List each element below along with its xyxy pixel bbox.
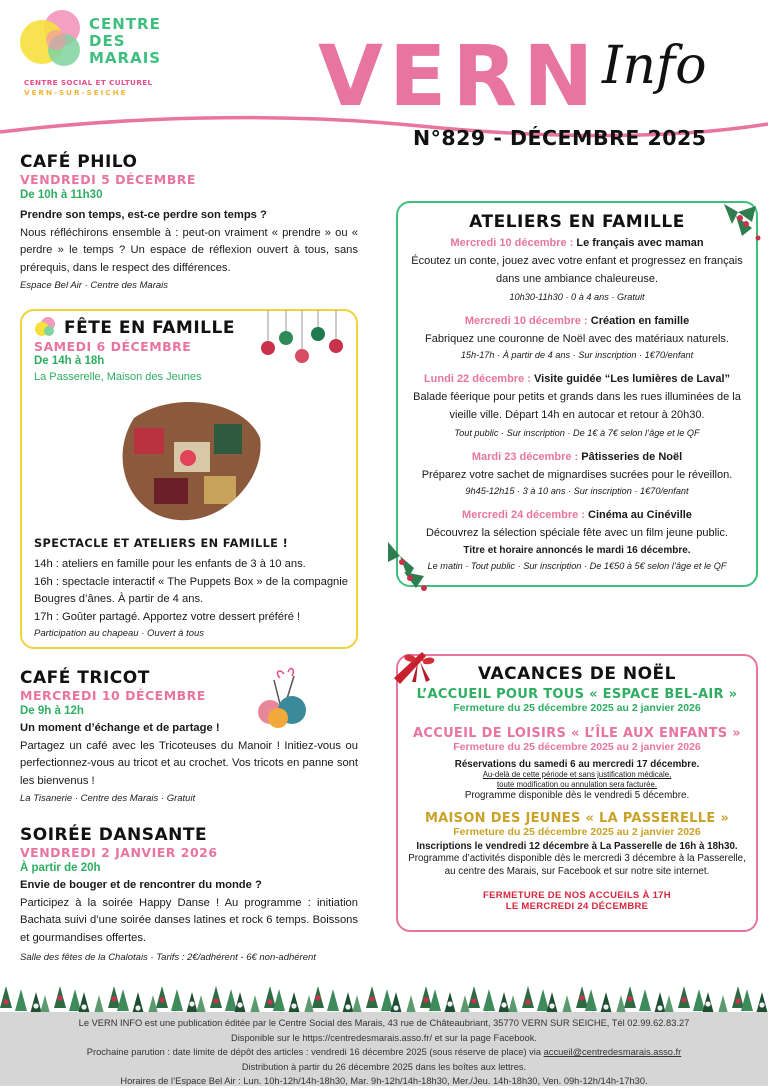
logo-line2: DES	[89, 32, 126, 50]
garland-berry	[579, 995, 584, 1000]
vacances-s2-resa: Réservations du samedi 6 au mercredi 17 décembre.	[454, 759, 700, 770]
garland-decoration	[0, 978, 768, 1014]
fete-line1: 14h : ateliers en famille pour les enfants de 3 à 10 ans.	[34, 558, 306, 570]
event-name: Visite guidée “Les lumières de Laval”	[534, 373, 731, 385]
fete-subtitle: SPECTACLE ET ATELIERS EN FAMILLE !	[34, 537, 289, 550]
garland-berry	[189, 1001, 194, 1006]
fete-time: De 14h à 18h	[34, 355, 105, 367]
garland-leaf	[522, 986, 534, 1008]
garland-leaf	[264, 986, 276, 1008]
fete-foot: Participation au chapeau · Ouvert à tous	[34, 628, 205, 639]
fete-line3: 17h : Goûter partagé. Apportez votre dessert préféré !	[34, 610, 301, 623]
garland-berry	[471, 998, 476, 1003]
section-lead: Prendre son temps, est-ce perdre son temps ?	[20, 209, 267, 221]
event-desc: Écoutez un conte, jouez avec votre enfant et progressez en français dans une ambiance chaleureuse.	[411, 255, 743, 285]
event-info: 15h-17h · À partir de 4 ans · Sur inscription · 1€70/enfant	[460, 350, 694, 360]
event-desc: Fabriquez une couronne de Noël avec des matériaux naturels.	[425, 333, 729, 345]
logo-line3: MARAIS	[89, 49, 162, 67]
event-item	[400, 313, 754, 363]
event-item	[400, 507, 754, 574]
ateliers-title: ATELIERS EN FAMILLE	[469, 212, 685, 232]
garland-leaf	[429, 989, 441, 1011]
garland-leaf	[537, 989, 549, 1011]
garland-berry	[57, 995, 62, 1000]
garland-berry	[549, 1003, 554, 1008]
garland-leaf	[678, 986, 690, 1008]
vacances-s2-note2: toute modification ou annulation sera facturée.	[497, 780, 657, 789]
event-desc: Découvrez la sélection spéciale fête avec un film jeune public.	[425, 527, 729, 539]
garland-leaf	[225, 989, 237, 1011]
event-item	[400, 371, 754, 441]
garland-berry	[705, 1001, 710, 1006]
event-name: Cinéma au Cinéville	[588, 509, 692, 521]
garland-berry	[345, 1004, 350, 1009]
vacances-title: VACANCES DE NOËL	[477, 664, 677, 684]
garland-berry	[759, 1002, 764, 1007]
garland-leaf	[78, 992, 90, 1014]
vacances-s3-insc: Inscriptions le vendredi 12 décembre à La Passerelle de 16h à 18h30.	[416, 841, 738, 852]
garland-berry	[315, 995, 320, 1000]
vacances-s3-title: MAISON DES JEUNES « LA PASSERELLE »	[424, 811, 730, 826]
section-lead: Un moment d’échange et de partage !	[20, 722, 220, 734]
garland-leaf	[171, 989, 183, 1011]
vacances-closing1: FERMETURE DE NOS ACCUEILS À 17H	[483, 890, 671, 901]
event-date: Mardi 23 décembre :	[471, 451, 579, 463]
garland-leaf	[693, 989, 705, 1011]
event-date: Mercredi 10 décembre :	[450, 237, 574, 249]
garland-berry	[657, 1005, 662, 1010]
vacances-s3-close: Fermeture du 25 décembre 2025 au 2 janvier 2026	[453, 826, 701, 838]
garland-berry	[81, 1004, 86, 1009]
garland-berry	[267, 999, 272, 1004]
garland-leaf	[390, 992, 402, 1014]
section-place: Salle des fêtes de la Chalotais · Tarifs : 2€/adhérent - 6€ non-adhérent	[20, 952, 316, 963]
footer-line3-text: Prochaine parution : date limite de dépôt des articles : vendredi 16 décembre 2025 (sous réserve de place) via	[86, 1047, 544, 1057]
logo	[18, 8, 208, 103]
yarn-balls-icon	[254, 664, 310, 728]
garland-berry	[681, 997, 686, 1002]
event-extra: Titre et horaire annoncés le mardi 16 décembre.	[463, 545, 691, 556]
event-date: Mercredi 10 décembre :	[464, 315, 588, 327]
event-info: 9h45-12h15 · 3 à 10 ans · Sur inscription · 1€70/enfant	[465, 486, 689, 496]
garland-leaf	[15, 989, 27, 1011]
vacances-s1-title: L’ACCUEIL POUR TOUS « ESPACE BEL-AIR »	[416, 687, 738, 702]
vacances-s2-title: ACCUEIL DE LOISIRS « L’ÎLE AUX ENFANTS »	[413, 726, 741, 741]
garland-leaf	[654, 992, 666, 1014]
section-time: À partir de 20h	[20, 862, 101, 874]
section-title: SOIRÉE DANSANTE	[20, 825, 208, 845]
garland-leaf	[468, 986, 480, 1008]
ateliers-list	[400, 235, 754, 574]
section-time: De 10h à 11h30	[20, 189, 103, 201]
vacances-s3-prog: Programme d’activités disponible dès le mercredi 3 décembre à la Passerelle, au centre des Marais, sur Facebook et sur notre site internet.	[408, 853, 746, 877]
footer-line3	[0, 1045, 768, 1060]
garland-leaf	[156, 986, 168, 1008]
issue-number: N°829 - DÉCEMBRE 2025	[413, 126, 707, 150]
garland-leaf	[132, 992, 144, 1014]
gifts-image	[114, 398, 264, 526]
garland-berry	[501, 1002, 506, 1007]
garland-berry	[735, 998, 740, 1003]
event-date: Mercredi 24 décembre :	[462, 509, 585, 521]
event-date: Lundi 22 décembre :	[423, 373, 531, 385]
garland-leaf	[600, 992, 612, 1014]
vacances-closing2: LE MERCREDI 24 DÉCEMBRE	[505, 901, 649, 912]
vacances-s2-note1: Au-delà de cette période et sans justification médicale,	[482, 770, 672, 779]
garland-berry	[393, 1005, 398, 1010]
garland-leaf	[420, 986, 432, 1008]
masthead-title: VERN	[318, 27, 600, 125]
logo-line1: CENTRE	[89, 15, 161, 33]
garland-leaf	[288, 992, 300, 1014]
garland-berry	[111, 996, 116, 1001]
vacances-body	[400, 687, 754, 912]
fete-title: FÊTE EN FAMILLE	[64, 318, 235, 338]
garland-leaf	[210, 986, 222, 1008]
garland-leaf	[483, 989, 495, 1011]
garland-leaf	[69, 989, 81, 1011]
soiree-section	[20, 825, 358, 963]
garland-leaf	[639, 989, 651, 1011]
garland-leaf	[327, 989, 339, 1011]
section-lead: Envie de bouger et de rencontrer du monde ?	[20, 879, 262, 891]
section-body: Partagez un café avec les Tricoteuses du Manoir ! Initiez-vous ou perfectionnez-vous au tricot et au crochet. Vos tricots en panne sont les bienvenus !	[20, 739, 358, 787]
masthead-script: Info	[602, 36, 707, 96]
garland-leaf	[30, 992, 42, 1014]
section-body: Participez à la soirée Happy Danse ! Au programme : initiation Bachata suivi d’une soirée danses latines et rock 6 temps. Boissons et gourmandises offertes.	[20, 896, 358, 944]
section-date: VENDREDI 2 JANVIER 2026	[20, 845, 218, 860]
logo-city: VERN-SUR-SEICHE	[24, 88, 128, 97]
garland-berry	[291, 1003, 296, 1008]
event-name: Pâtisseries de Noël	[581, 451, 683, 463]
footer	[0, 1012, 768, 1086]
event-name: Le français avec maman	[576, 237, 704, 249]
fete-line2: 16h : spectacle interactif « The Puppets Box » de la compagnie Bougres d’ânes. À partir de 4 ans.	[34, 575, 348, 605]
event-item	[400, 449, 754, 499]
fete-bubbles-icon	[34, 316, 58, 338]
event-info: 10h30-11h30 · 0 à 4 ans · Gratuit	[509, 292, 645, 302]
garland-berry	[447, 1001, 452, 1006]
logo-circles-icon	[18, 8, 90, 70]
garland-berry	[33, 1003, 38, 1008]
garland-berry	[423, 997, 428, 1002]
event-desc: Balade féerique pour petits et grands dans les rues illuminées de la vieille ville. Départ 14h en autocar et retour à 20h30.	[413, 391, 741, 421]
garland-leaf	[585, 989, 597, 1011]
section-time: De 9h à 12h	[20, 705, 84, 717]
event-item	[400, 235, 754, 305]
garland-leaf	[741, 989, 753, 1011]
fete-place: La Passerelle, Maison des Jeunes	[34, 371, 202, 383]
garland-leaf	[0, 986, 12, 1008]
garland-berry	[3, 999, 8, 1004]
section-body: Nous réfléchirons ensemble à : peut-on vraiment « prendre » ou « perdre » le temps ? Un espace de réflexion ouvert à tous, sans prérequis, dans le respect des différences.	[20, 226, 358, 274]
footer-line1: Le VERN INFO est une publication éditée par le Centre Social des Marais, 43 rue de Châteaubriant, 35770 VERN SUR SEICHE, Tél 02.99.62.83.27	[78, 1018, 690, 1028]
garland-berry	[627, 996, 632, 1001]
garland-leaf	[117, 989, 129, 1011]
section-place: Espace Bel Air · Centre des Marais	[20, 280, 169, 291]
garland-berry	[525, 999, 530, 1004]
footer-email-link[interactable]: accueil@centredesmarais.asso.fr	[543, 1047, 682, 1057]
vacances-s2-close: Fermeture du 25 décembre 2025 au 2 janvier 2026	[453, 741, 701, 753]
garland-leaf	[381, 989, 393, 1011]
section-date: MERCREDI 10 DÉCEMBRE	[20, 688, 206, 703]
garland-berry	[135, 1005, 140, 1010]
garland-leaf	[342, 992, 354, 1014]
event-desc: Préparez votre sachet de mignardises sucrées pour le réveillon.	[421, 469, 733, 481]
garland-leaf	[273, 989, 285, 1011]
section-date: VENDREDI 5 DÉCEMBRE	[20, 172, 196, 187]
garland-leaf	[732, 986, 744, 1008]
vacances-s1-close: Fermeture du 25 décembre 2025 au 2 janvier 2026	[453, 702, 701, 714]
garland-berry	[237, 1002, 242, 1007]
fete-program	[34, 556, 348, 626]
garland-leaf	[546, 992, 558, 1014]
event-name: Création en famille	[590, 315, 690, 327]
footer-line4: Distribution à partir du 26 décembre 2025 dans les boîtes aux lettres.	[241, 1061, 527, 1072]
ornaments-icon	[256, 310, 348, 370]
fete-date: SAMEDI 6 DÉCEMBRE	[34, 339, 192, 354]
garland-berry	[213, 998, 218, 1003]
garland-berry	[369, 996, 374, 1001]
section-title: CAFÉ PHILO	[20, 152, 138, 172]
section-place: La Tisanerie · Centre des Marais · Gratuit	[20, 793, 196, 804]
section-title: CAFÉ TRICOT	[20, 668, 150, 688]
event-info: Le matin · Tout public · Sur inscription · De 1€50 à 5€ selon l’âge et le QF	[427, 561, 727, 571]
event-info: Tout public · Sur inscription · De 1€ à 7€ selon l’âge et le QF	[454, 428, 700, 438]
cafe-philo-section	[20, 152, 358, 291]
garland-berry	[603, 1004, 608, 1009]
footer-line2: Disponible sur le https://centredesmarais.asso.fr/ et sur la page Facebook.	[231, 1032, 537, 1043]
garland-berry	[159, 997, 164, 1002]
logo-subtitle: CENTRE SOCIAL ET CULTUREL	[24, 78, 153, 87]
vacances-s2-prog: Programme disponible dès le vendredi 5 décembre.	[464, 790, 690, 801]
footer-line5: Horaires de l’Espace Bel Air : Lun. 10h-12h/14h-18h30, Mar. 9h-12h/14h-18h30, Mer./Jeu. 14h-18h30, Ven. 09h-12h/14h-17h30.	[120, 1076, 648, 1086]
